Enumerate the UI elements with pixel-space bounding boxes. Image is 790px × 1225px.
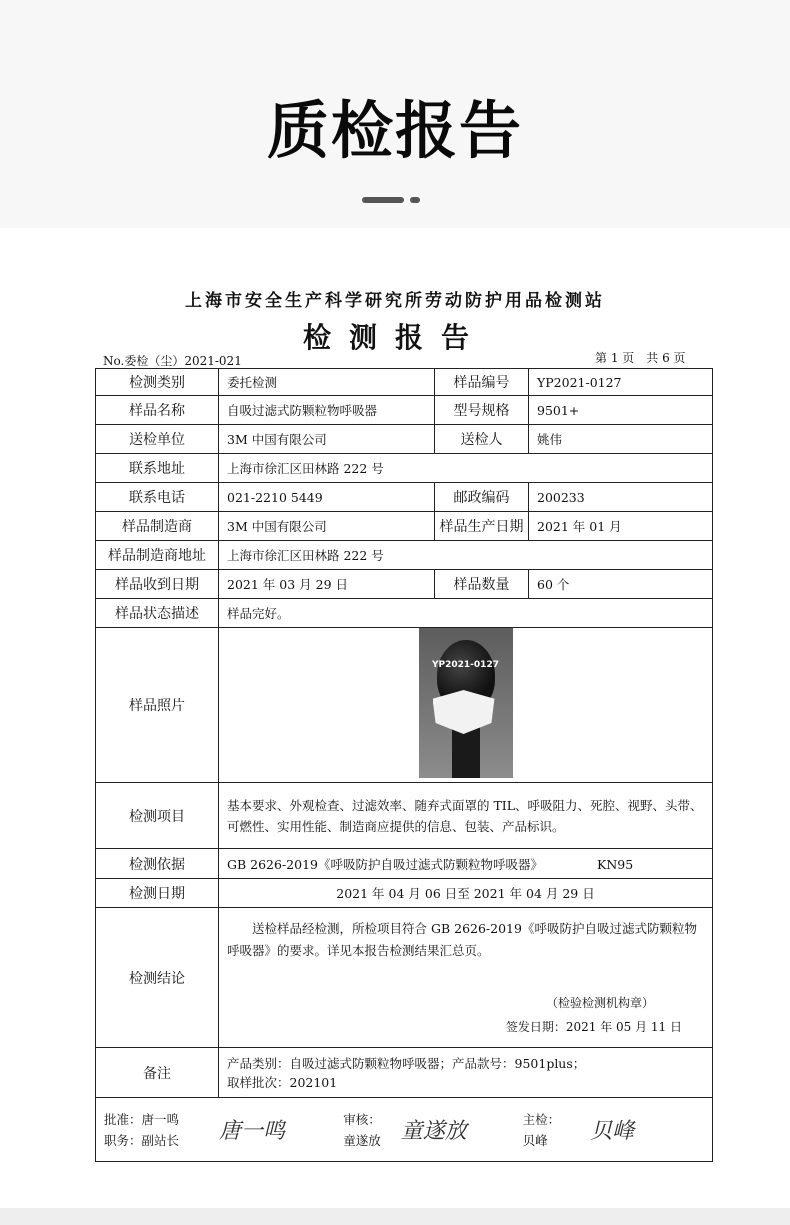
label-test-type: 检测类别 bbox=[96, 369, 219, 396]
seal-text: （检验检测机构章） bbox=[546, 996, 655, 1010]
table-row bbox=[96, 369, 713, 396]
label-model: 型号规格 bbox=[435, 396, 529, 425]
label-basis: 检测依据 bbox=[96, 849, 219, 879]
value-date: 2021 年 04 月 06 日至 2021 年 04 月 29 日 bbox=[219, 879, 713, 908]
label-photo: 样品照片 bbox=[96, 628, 219, 783]
table-row bbox=[96, 541, 713, 570]
report-document bbox=[0, 228, 790, 1210]
value-remark-2: 取样批次：202101 bbox=[227, 1074, 338, 1090]
label-maker: 样品制造商 bbox=[96, 512, 219, 541]
label-recv-date: 样品收到日期 bbox=[96, 570, 219, 599]
table-row bbox=[96, 425, 713, 454]
report-title: 检测报告 bbox=[302, 321, 487, 354]
table-row bbox=[96, 454, 713, 483]
label-submitter: 送检单位 bbox=[96, 425, 219, 454]
table-row bbox=[96, 783, 713, 849]
signature-row bbox=[96, 1098, 713, 1162]
value-phone: 021-2210 5449 bbox=[219, 483, 435, 512]
label-postcode: 邮政编码 bbox=[435, 483, 529, 512]
approver-block bbox=[96, 1109, 343, 1151]
reviewer-block bbox=[343, 1109, 522, 1151]
chief-block bbox=[523, 1109, 712, 1151]
value-remark-1: 产品类别：自吸过滤式防颗粒物呼吸器；产品款号：9501plus； bbox=[227, 1055, 586, 1071]
label-sample-no: 样品编号 bbox=[435, 369, 529, 396]
label-phone: 联系电话 bbox=[96, 483, 219, 512]
photo-tag: YP2021-0127 bbox=[432, 660, 499, 670]
report-table bbox=[95, 368, 713, 1162]
value-sender: 姚伟 bbox=[529, 425, 713, 454]
footer-strip bbox=[0, 1208, 790, 1225]
table-row bbox=[96, 879, 713, 908]
label-remark: 备注 bbox=[96, 1048, 219, 1098]
table-row bbox=[96, 512, 713, 541]
label-items: 检测项目 bbox=[96, 783, 219, 849]
banner-divider-dot bbox=[410, 197, 420, 203]
label-qty: 样品数量 bbox=[435, 570, 529, 599]
table-row bbox=[96, 1048, 713, 1098]
value-address: 上海市徐汇区田林路 222 号 bbox=[219, 454, 713, 483]
value-maker-address: 上海市徐汇区田林路 222 号 bbox=[219, 541, 713, 570]
label-maker-address: 样品制造商地址 bbox=[96, 541, 219, 570]
banner-title: 质检报告 bbox=[266, 94, 523, 167]
value-prod-date: 2021 年 01 月 bbox=[529, 512, 713, 541]
reviewer-name: 童遂放 bbox=[343, 1132, 381, 1148]
chief-signature: 贝峰 bbox=[590, 1119, 635, 1144]
value-postcode: 200233 bbox=[529, 483, 713, 512]
label-sender: 送检人 bbox=[435, 425, 529, 454]
value-items: 基本要求、外观检查、过滤效率、随弃式面罩的 TIL、呼吸阻力、死腔、视野、头带、可燃性、实用性能、制造商应提供的信息、包装、产品标识。 bbox=[219, 783, 713, 849]
value-qty: 60 个 bbox=[529, 570, 713, 599]
conclusion-cell bbox=[219, 908, 713, 1048]
approver-title: 职务：副站长 bbox=[104, 1132, 180, 1148]
reviewer-label: 审核： bbox=[343, 1111, 381, 1127]
value-conclusion: 送检样品经检测，所检项目符合 GB 2626-2019《呼吸防护自吸过滤式防颗粒物呼吸器》的要求。详见本报告检测结果汇总页。 bbox=[227, 921, 697, 958]
chief-name: 贝峰 bbox=[522, 1132, 548, 1148]
sample-photo bbox=[419, 628, 513, 778]
doc-number: No.委检（尘）2021-021 bbox=[103, 354, 242, 368]
value-sample-no: YP2021-0127 bbox=[529, 369, 713, 396]
approver-signature: 唐一鸣 bbox=[219, 1119, 286, 1144]
value-state: 样品完好。 bbox=[219, 599, 713, 628]
label-conclusion: 检测结论 bbox=[96, 908, 219, 1048]
reviewer-signature: 童遂放 bbox=[400, 1119, 467, 1144]
value-submitter: 3M 中国有限公司 bbox=[219, 425, 435, 454]
approver-label: 批准：唐一鸣 bbox=[104, 1111, 180, 1127]
label-date: 检测日期 bbox=[96, 879, 219, 908]
label-state: 样品状态描述 bbox=[96, 599, 219, 628]
remark-cell bbox=[219, 1048, 713, 1098]
table-row bbox=[96, 599, 713, 628]
table-row bbox=[96, 849, 713, 879]
issue-date: 签发日期：2021 年 05 月 11 日 bbox=[505, 1020, 683, 1034]
photo-cell bbox=[219, 628, 713, 783]
value-model: 9501+ bbox=[529, 396, 713, 425]
value-maker: 3M 中国有限公司 bbox=[219, 512, 435, 541]
table-row bbox=[96, 908, 713, 1048]
value-test-type: 委托检测 bbox=[219, 369, 435, 396]
value-recv-date: 2021 年 03 月 29 日 bbox=[219, 570, 435, 599]
org-name: 上海市安全生产科学研究所劳动防护用品检测站 bbox=[185, 291, 605, 311]
value-basis-grade: KN95 bbox=[596, 856, 634, 872]
label-prod-date: 样品生产日期 bbox=[435, 512, 529, 541]
chief-label: 主检： bbox=[522, 1111, 561, 1127]
label-address: 联系地址 bbox=[96, 454, 219, 483]
table-row bbox=[96, 483, 713, 512]
value-basis-cell bbox=[219, 849, 713, 879]
page-info: 第 1 页 共 6 页 bbox=[595, 351, 686, 365]
table-row bbox=[96, 396, 713, 425]
value-sample-name: 自吸过滤式防颗粒物呼吸器 bbox=[219, 396, 435, 425]
banner-divider bbox=[362, 197, 404, 203]
label-sample-name: 样品名称 bbox=[96, 396, 219, 425]
respirator-mask bbox=[433, 690, 495, 734]
signature-cell bbox=[96, 1098, 713, 1162]
table-row bbox=[96, 570, 713, 599]
banner bbox=[0, 0, 790, 228]
table-row bbox=[96, 628, 713, 783]
value-basis: GB 2626-2019《呼吸防护自吸过滤式防颗粒物呼吸器》 bbox=[227, 856, 543, 872]
